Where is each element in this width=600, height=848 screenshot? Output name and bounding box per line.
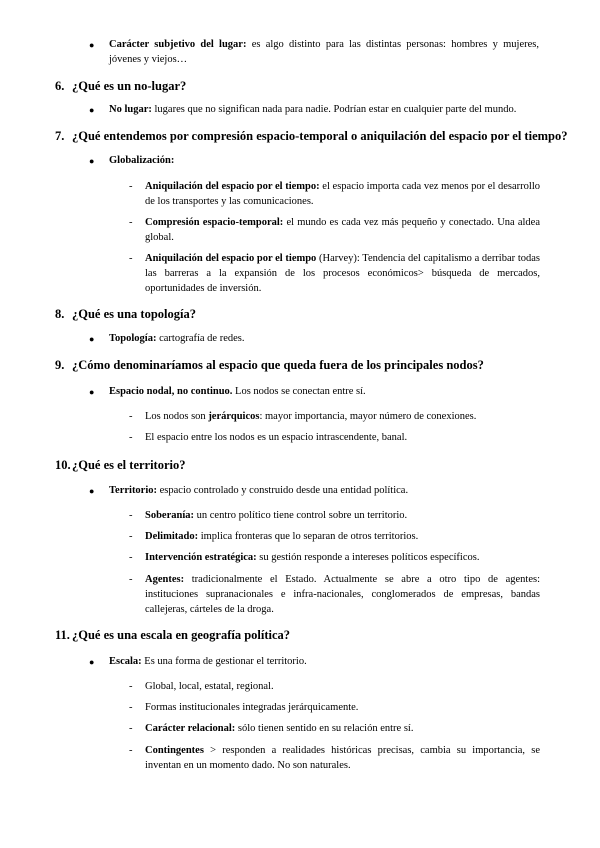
dash-item <box>145 721 540 736</box>
dash-item <box>145 679 540 694</box>
dash-icon: - <box>129 723 133 734</box>
question-heading <box>55 357 484 373</box>
item-term: Contingentes <box>145 745 204 756</box>
dash-icon: - <box>129 681 133 692</box>
dash-icon: - <box>129 253 133 264</box>
bullet-icon: ● <box>89 40 95 50</box>
dash-icon: - <box>129 432 133 443</box>
item-text: implica fronteras que lo separan de otros territorios. <box>198 531 419 542</box>
dash-icon: - <box>129 745 133 756</box>
question-heading <box>55 128 567 144</box>
item-term: Espacio nodal, no continuo. <box>109 386 233 397</box>
bullet-item <box>109 102 539 117</box>
item-term: Aniquilación del espacio por el tiempo: <box>145 181 320 192</box>
item-term: Agentes: <box>145 574 185 585</box>
dash-item <box>145 215 540 245</box>
bullet-icon: ● <box>89 387 95 397</box>
question-text: ¿Qué es una escala en geografía política? <box>72 628 291 642</box>
item-text: Global, local, estatal, regional. <box>145 681 274 692</box>
dash-icon: - <box>129 510 133 521</box>
item-term: Soberanía: <box>145 510 195 521</box>
dash-icon: - <box>129 531 133 542</box>
item-text: es algo distinto para las distintas personas: hombres y mujeres, jóvenes y viejos… <box>109 39 539 65</box>
item-term: Carácter relacional: <box>145 723 236 734</box>
dash-item <box>145 251 540 296</box>
item-text: > responden a realidades históricas precisas, cambia su importancia, se inventan en un momento dado. No son naturales. <box>145 745 540 771</box>
dash-item <box>145 508 540 523</box>
item-text: su gestión responde a intereses políticos específicos. <box>256 552 480 563</box>
item-term: Intervención estratégica: <box>145 552 257 563</box>
item-text: Formas institucionales integradas jerárquicamente. <box>145 702 359 713</box>
dash-item <box>145 700 540 715</box>
bullet-icon: ● <box>89 657 95 667</box>
bullet-icon: ● <box>89 105 95 115</box>
question-text: ¿Qué es una topología? <box>72 307 196 321</box>
question-heading <box>55 627 290 643</box>
bullet-icon: ● <box>89 156 95 166</box>
bullet-item <box>109 37 539 67</box>
dash-item <box>145 430 540 445</box>
dash-item <box>145 529 540 544</box>
item-term: Topología: <box>109 333 157 344</box>
question-text: ¿Qué es el territorio? <box>72 458 186 472</box>
dash-item <box>145 572 540 617</box>
dash-icon: - <box>129 411 133 422</box>
question-text: ¿Qué entendemos por compresión espacio-temporal o aniquilación del espacio por el tiempo? <box>72 129 568 143</box>
item-term: No lugar: <box>109 104 152 115</box>
bullet-item <box>109 654 539 669</box>
item-term: Territorio: <box>109 485 158 496</box>
dash-icon: - <box>129 702 133 713</box>
question-number: 11. <box>55 628 70 642</box>
question-number: 7. <box>55 129 65 143</box>
bullet-item <box>109 384 539 399</box>
dash-item <box>145 550 540 565</box>
question-text: ¿Qué es un no-lugar? <box>72 79 187 93</box>
question-number: 8. <box>55 307 65 321</box>
bullet-icon: ● <box>89 334 95 344</box>
bullet-item <box>109 483 539 498</box>
question-heading <box>55 78 186 94</box>
dash-item <box>145 409 540 424</box>
item-text: El espacio entre los nodos es un espacio intrascendente, banal. <box>145 432 408 443</box>
item-text: Es una forma de gestionar el territorio. <box>141 656 307 667</box>
dash-item <box>145 179 540 209</box>
dash-item <box>145 743 540 773</box>
item-term: Carácter subjetivo del lugar: <box>109 39 247 50</box>
item-text: Los nodos son <box>145 411 209 422</box>
item-text: tradicionalmente el Estado. Actualmente se abre a otro tipo de agentes: instituciones supranacionales e infra-nacionales, conglomerados de empresas, bandas callejeras, cárteles de la droga. <box>145 574 540 615</box>
dash-icon: - <box>129 217 133 228</box>
item-text: : mayor importancia, mayor número de conexiones. <box>259 411 477 422</box>
item-text: el espacio importa cada vez menos por el desarrollo de los transportes y las comunicaciones. <box>145 181 540 207</box>
item-term: Escala: <box>109 656 142 667</box>
bullet-item <box>109 153 539 168</box>
item-text: lugares que no significan nada para nadie. Podrían estar en cualquier parte del mundo. <box>151 104 517 115</box>
question-number: 6. <box>55 79 65 93</box>
item-text: (Harvey): Tendencia del capitalismo a derribar todas las barreras a la expansión de los procesos económicos> búsqueda de mercados, oportunidades de inversión. <box>145 253 540 294</box>
question-text: ¿Cómo denominaríamos al espacio que queda fuera de los principales nodos? <box>72 358 484 372</box>
item-text: cartografía de redes. <box>156 333 245 344</box>
item-text: Los nodos se conectan entre sí. <box>232 386 366 397</box>
question-number: 9. <box>55 358 65 372</box>
dash-icon: - <box>129 181 133 192</box>
item-term: Compresión espacio-temporal: <box>145 217 284 228</box>
item-term: Globalización: <box>109 155 175 166</box>
question-heading <box>55 306 196 322</box>
question-heading <box>55 457 186 473</box>
item-term: Delimitado: <box>145 531 199 542</box>
question-number: 10. <box>55 458 71 472</box>
bullet-item <box>109 331 539 346</box>
bullet-icon: ● <box>89 486 95 496</box>
item-term: jerárquicos <box>208 411 260 422</box>
item-text: el mundo es cada vez más pequeño y conectado. Una aldea global. <box>145 217 540 243</box>
item-text: espacio controlado y construido desde una entidad política. <box>157 485 409 496</box>
item-text: un centro político tiene control sobre un territorio. <box>194 510 408 521</box>
dash-icon: - <box>129 552 133 563</box>
item-text: sólo tienen sentido en su relación entre sí. <box>235 723 414 734</box>
item-term: Aniquilación del espacio por el tiempo <box>145 253 317 264</box>
dash-icon: - <box>129 574 133 585</box>
